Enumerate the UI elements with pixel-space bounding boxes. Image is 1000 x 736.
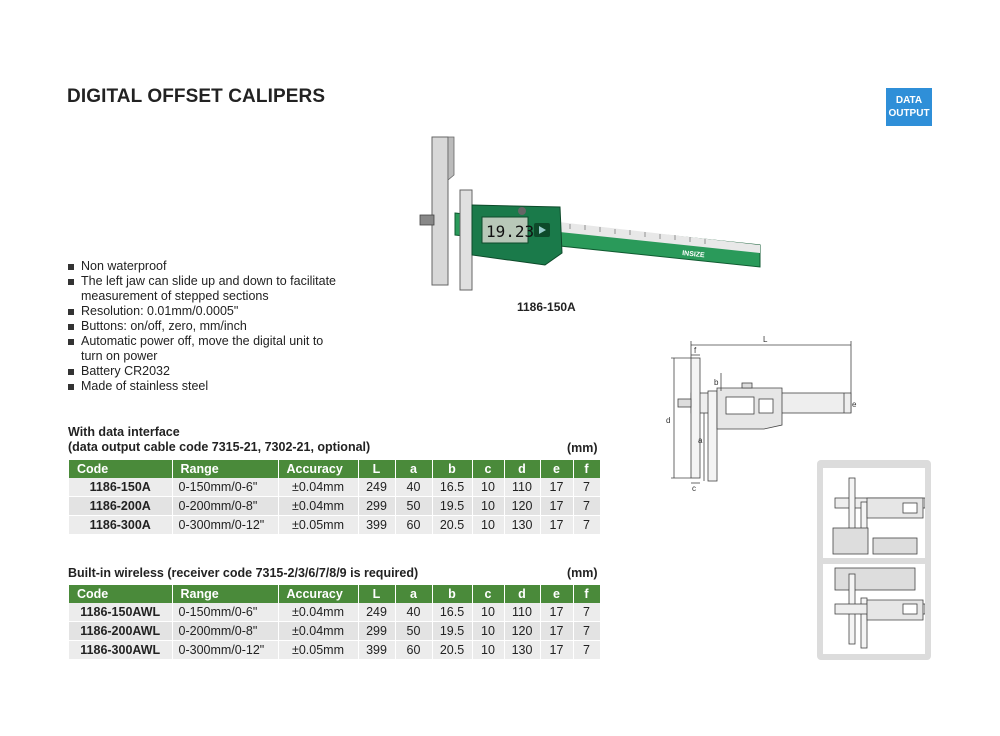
cell-a: 60 (395, 516, 432, 535)
cell-d: 110 (504, 603, 540, 622)
cell-d: 130 (504, 641, 540, 660)
table-row (69, 641, 600, 660)
cell-a: 50 (395, 497, 432, 516)
cell-accuracy: ±0.04mm (278, 622, 358, 641)
cell-L: 249 (358, 478, 395, 497)
feature-item: Made of stainless steel (68, 379, 341, 394)
cell-L: 399 (358, 641, 395, 660)
cell-c: 10 (472, 516, 504, 535)
cell-b: 20.5 (432, 641, 472, 660)
photo-caption: 1186-150A (517, 300, 576, 314)
badge-line-1: DATA (895, 95, 923, 106)
brand-mark: INSIZE (681, 250, 705, 260)
data-section-title (68, 425, 370, 455)
badge-line-2: OUTPUT (888, 108, 930, 119)
cell-f: 7 (573, 603, 600, 622)
cell-L: 249 (358, 603, 395, 622)
data-spec-table (69, 460, 601, 535)
cell-accuracy: ±0.04mm (278, 478, 358, 497)
label-a: a (698, 436, 703, 445)
feature-item: Non waterproof (68, 259, 341, 274)
feature-item: Buttons: on/off, zero, mm/inch (68, 319, 341, 334)
cell-range: 0-150mm/0-6" (172, 603, 278, 622)
cell-code: 1186-300AWL (69, 641, 172, 660)
cell-b: 16.5 (432, 603, 472, 622)
header-f: f (573, 585, 600, 603)
header-f: f (573, 460, 600, 478)
caliper-photo (410, 135, 770, 295)
cell-L: 299 (358, 622, 395, 641)
cell-e: 17 (540, 603, 573, 622)
data-section-title-line-1: With data interface (68, 425, 180, 439)
cell-c: 10 (472, 603, 504, 622)
cell-f: 7 (573, 641, 600, 660)
cell-L: 299 (358, 497, 395, 516)
cell-b: 19.5 (432, 497, 472, 516)
table-header-row (69, 460, 600, 478)
cell-f: 7 (573, 497, 600, 516)
cell-range: 0-200mm/0-8" (172, 497, 278, 516)
header-accuracy: Accuracy (278, 460, 358, 478)
cell-d: 110 (504, 478, 540, 497)
label-c: c (692, 484, 696, 493)
cell-d: 120 (504, 622, 540, 641)
feature-item: Resolution: 0.01mm/0.0005" (68, 304, 341, 319)
feature-list (68, 259, 341, 394)
cell-b: 16.5 (432, 478, 472, 497)
table-row (69, 603, 600, 622)
label-e: e (852, 400, 857, 409)
cell-a: 60 (395, 641, 432, 660)
lcd-reading: 19.23 (486, 222, 535, 241)
cell-accuracy: ±0.04mm (278, 497, 358, 516)
cell-a: 40 (395, 603, 432, 622)
cell-b: 19.5 (432, 622, 472, 641)
feature-item: Automatic power off, move the digital unit to turn on power (68, 334, 341, 364)
label-d: d (666, 416, 671, 425)
cell-code: 1186-300A (69, 516, 172, 535)
cell-a: 40 (395, 478, 432, 497)
cell-c: 10 (472, 478, 504, 497)
header-e: e (540, 585, 573, 603)
cell-d: 120 (504, 497, 540, 516)
cell-range: 0-300mm/0-12" (172, 641, 278, 660)
header-c: c (472, 585, 504, 603)
header-L: L (358, 585, 395, 603)
header-e: e (540, 460, 573, 478)
header-code: Code (69, 460, 172, 478)
cell-code: 1186-150AWL (69, 603, 172, 622)
cell-e: 17 (540, 478, 573, 497)
label-f: f (694, 346, 697, 355)
table-row (69, 478, 600, 497)
table-row (69, 497, 600, 516)
cell-c: 10 (472, 641, 504, 660)
cell-accuracy: ±0.05mm (278, 641, 358, 660)
cell-code: 1186-200A (69, 497, 172, 516)
page-title: DIGITAL OFFSET CALIPERS (67, 86, 326, 107)
cell-accuracy: ±0.04mm (278, 603, 358, 622)
wireless-spec-table (69, 585, 601, 660)
cell-c: 10 (472, 622, 504, 641)
cell-f: 7 (573, 478, 600, 497)
usage-illustration (817, 460, 931, 660)
feature-item: The left jaw can slide up and down to facilitate measurement of stepped sections (68, 274, 341, 304)
feature-item: Battery CR2032 (68, 364, 341, 379)
wireless-section-title: Built-in wireless (receiver code 7315-2/3/6/7/8/9 is required) (68, 566, 419, 580)
cell-e: 17 (540, 641, 573, 660)
header-a: a (395, 460, 432, 478)
table-row (69, 516, 600, 535)
cell-range: 0-300mm/0-12" (172, 516, 278, 535)
cell-code: 1186-150A (69, 478, 172, 497)
cell-e: 17 (540, 622, 573, 641)
cell-f: 7 (573, 516, 600, 535)
usage-panel-top (823, 468, 925, 558)
wireless-section-unit: (mm) (567, 566, 598, 580)
table-header-row (69, 585, 600, 603)
cell-a: 50 (395, 622, 432, 641)
cell-c: 10 (472, 497, 504, 516)
header-c: c (472, 460, 504, 478)
header-b: b (432, 460, 472, 478)
label-L: L (763, 335, 768, 344)
data-output-badge (886, 88, 932, 126)
cell-d: 130 (504, 516, 540, 535)
cell-e: 17 (540, 516, 573, 535)
label-b: b (714, 378, 719, 387)
cell-L: 399 (358, 516, 395, 535)
cell-code: 1186-200AWL (69, 622, 172, 641)
header-d: d (504, 585, 540, 603)
cell-b: 20.5 (432, 516, 472, 535)
data-section-unit: (mm) (567, 441, 598, 455)
data-section-title-line-2: (data output cable code 7315-21, 7302-21, optional) (68, 440, 371, 454)
cell-range: 0-150mm/0-6" (172, 478, 278, 497)
header-code: Code (69, 585, 172, 603)
cell-range: 0-200mm/0-8" (172, 622, 278, 641)
header-b: b (432, 585, 472, 603)
cell-accuracy: ±0.05mm (278, 516, 358, 535)
header-a: a (395, 585, 432, 603)
header-L: L (358, 460, 395, 478)
cell-e: 17 (540, 497, 573, 516)
header-accuracy: Accuracy (278, 585, 358, 603)
header-range: Range (172, 585, 278, 603)
usage-panel-bottom (823, 564, 925, 654)
header-d: d (504, 460, 540, 478)
cell-f: 7 (573, 622, 600, 641)
header-range: Range (172, 460, 278, 478)
table-row (69, 622, 600, 641)
